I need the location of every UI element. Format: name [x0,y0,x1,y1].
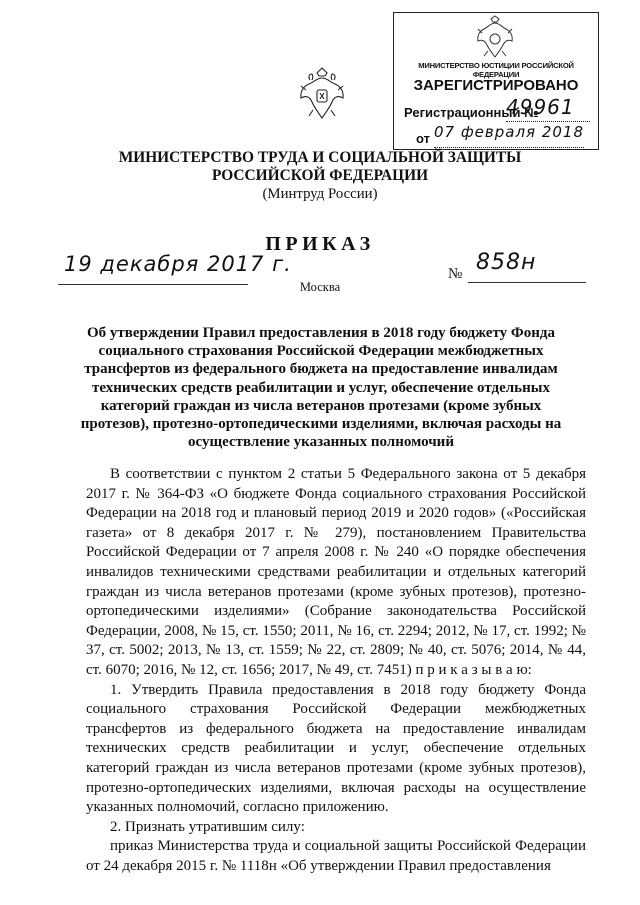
order-date: 19 декабря 2017 г. [64,252,292,276]
registration-stamp [393,12,599,150]
ministry-name [0,149,640,185]
order-title: ПРИКАЗ [265,233,375,255]
stamp-reg-number [506,95,590,122]
stamp-reg-number-value: 49961 [506,95,575,119]
order-subject: Об утверждении Правил предоставления в 2018 году бюджету Фонда социального страхования Российской Федерации межбюджетных трансфертов из федерального бюджета на предоставление инвалидам технических средств реабилитации и услуг, обеспечение отдельных категорий граждан из числа ветеранов протезами (кроме зубных протезов), протезно-ортопедическими изделиями, включая расходы на осуществление указанных полномочий [80,325,562,451]
order-number-field [468,252,586,283]
ministry-line-2: РОССИЙСКОЙ ФЕДЕРАЦИИ [211,167,429,184]
stamp-reg-label: Регистрационный № [404,105,539,120]
number-sign: № [448,266,463,282]
stamp-date [434,123,584,148]
stamp-registered-label: ЗАРЕГИСТРИРОВАНО [413,77,579,94]
stamp-date-value: 07 февраля 2018 [434,123,585,141]
body-paragraph-preamble: В соответствии с пунктом 2 статьи 5 Федерального закона от 5 декабря 2017 г. № 364-ФЗ «О бюджете Фонда социального страхования Российской Федерации на 2018 год и плановый период 2019 и 2020 годов» («Российская газета» от 8 декабря 2017 г. № 279), постановлением Правительства Российской Федерации от 7 апреля 2008 г. № 240 «О порядке обеспечения инвалидов техническими средствами реабилитации и отдельных категорий граждан из числа ветеранов протезами (кроме зубных протезов), протезно-ортопедическими изделиями» (Собрание законодательства Российской Федерации, 2008, № 15, ст. 1550; 2011, № 16, ст. 2294; 2012, № 17, ст. 1992; № 37, ст. 5002; 2013, № 13, ст. 1559; № 22, ст. 2809; № 40, ст. 5076; 2014, № 44, ст. 6070; 2016, № 12, ст. 1656; 2017, № 49, ст. 7451) п р и к а з ы в а ю: [86,466,586,678]
stamp-ministry-name: МИНИСТЕРСТВО ЮСТИЦИИ РОССИЙСКОЙ ФЕДЕРАЦИИ [418,61,574,79]
ministry-short-name: (Минтруд России) [262,186,378,202]
body-paragraph-2: 2. Признать утратившим силу: [110,818,305,835]
coat-of-arms-icon [298,66,346,122]
stamp-date-label: от [416,131,430,146]
ministry-line-1: МИНИСТЕРСТВО ТРУДА И СОЦИАЛЬНОЙ ЗАЩИТЫ [118,149,522,166]
order-body [86,465,586,876]
body-paragraph-3: приказ Министерства труда и социальной защиты Российской Федерации от 24 декабря 2015 г. № 1118н «Об утверждении Правил предоставления [86,838,586,874]
order-number: 858н [476,250,537,275]
city: Москва [299,280,341,294]
double-headed-eagle-icon [474,15,516,61]
body-paragraph-1: 1. Утвердить Правила предоставления в 2018 году бюджету Фонда социального страхования Российской Федерации межбюджетных трансфертов из федерального бюджета на предоставление инвалидам технических средств реабилитации и услуг, обеспечение отдельных категорий граждан из числа ветеранов протезами (кроме зубных протезов), протезно-ортопедических изделиями, включая расходы на осуществление указанных полномочий, согласно приложению. [86,681,586,816]
